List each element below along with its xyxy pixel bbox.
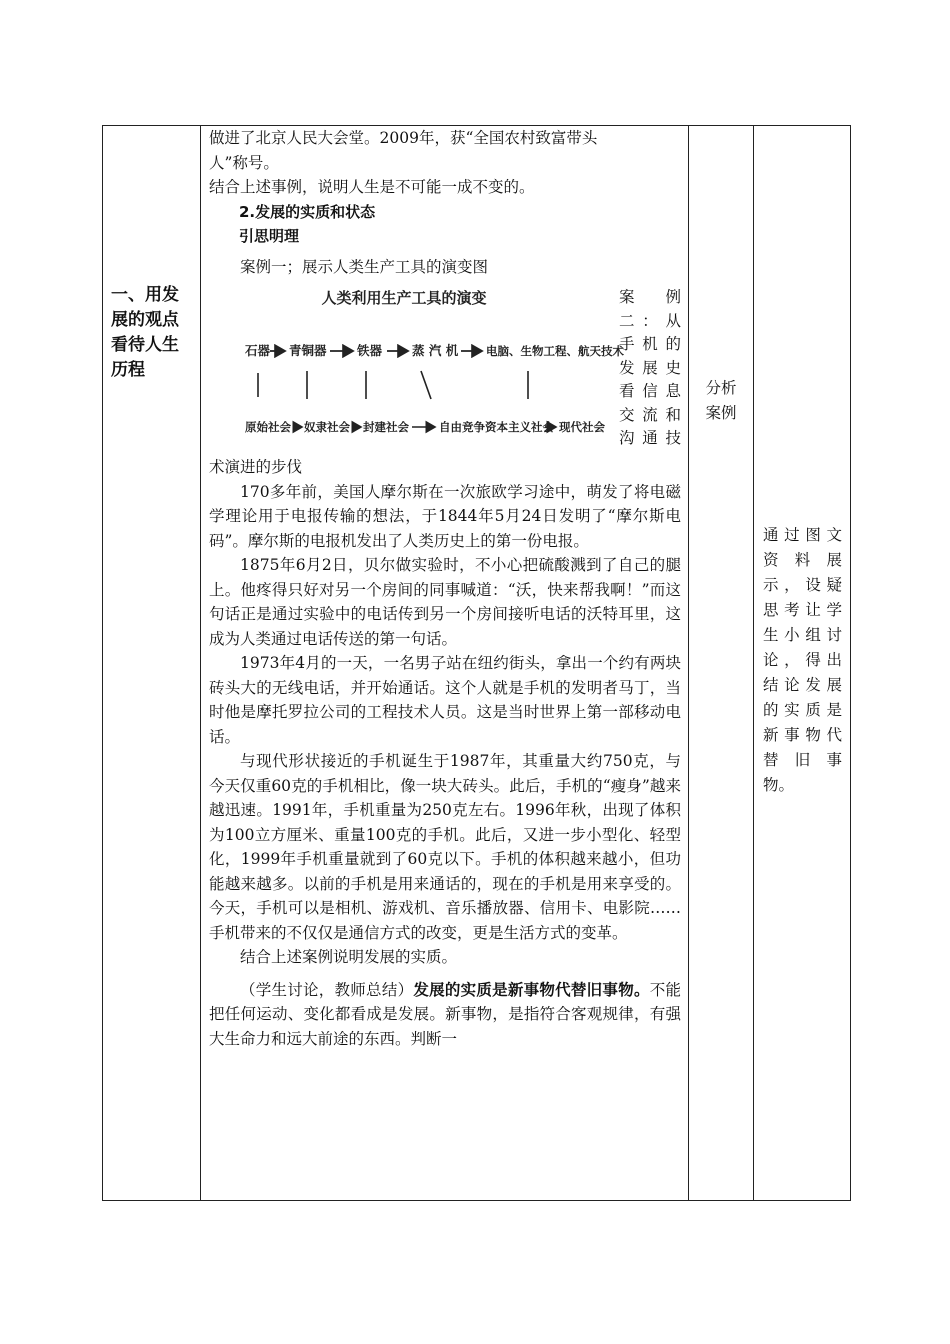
design-intent — [754, 523, 850, 798]
figure-title: 人类利用生产工具的演变 — [321, 289, 487, 307]
society-label: 封建社会 — [363, 420, 409, 434]
heading: 2.发展的实质和状态 — [239, 202, 376, 221]
figure-row — [209, 285, 681, 455]
caption-line: 案 例 — [619, 288, 682, 306]
content-cell — [201, 126, 689, 1201]
paragraph: 1973年4月的一天，一名男子站在纽约街头，拿出一个约有两块砖头大的无线电话，并开始通话。这个人就是手机的发明者马丁，当时他是摩托罗拉公司的工程技术人员。这是当时世界上第一部移动电话。 — [209, 654, 681, 746]
design-line: 示，设疑 — [763, 576, 842, 594]
tool-label: 电脑、生物工程、航天技术 — [486, 344, 624, 358]
section-title-line: 展的观点 — [111, 310, 179, 330]
tool-label: 石器 — [245, 343, 271, 358]
caption-line: 发展史 — [619, 358, 681, 377]
tool-evolution-figure — [209, 285, 624, 455]
paragraph: 170多年前，美国人摩尔斯在一次旅欧学习途中，萌发了将电磁学理论用于电报传输的想法，于1844年5月24日发明了“摩尔斯电码”。摩尔斯的电报机发出了人类历史上的第一份电报。 — [209, 482, 681, 550]
design-line: 通过图文 — [763, 526, 842, 544]
paragraph: 1875年6月2日，贝尔做实验时，不小心把硫酸溅到了自己的腿上。他疼得只好对另一个房间的同事喊道：“沃，快来帮我啊！”而这句话正是通过实验中的电话传到另一个房间接听电话的沃特耳里，这成为人类通过电话传送的第一句话。 — [209, 556, 681, 648]
design-line: 论，得出 — [763, 651, 842, 669]
society-label: 现代社会 — [559, 420, 605, 434]
final-paragraph — [209, 978, 681, 1052]
analysis-line: 分析 — [705, 379, 737, 397]
case-two-tail: 术演进的步伐 — [209, 458, 303, 476]
society-label: 奴隶社会 — [304, 420, 350, 434]
lead-line: 人”称号。 — [209, 153, 279, 172]
section-title-line: 一、用发 — [111, 285, 179, 305]
tool-label: 铁器 — [357, 343, 383, 358]
subheading: 引思明理 — [239, 227, 300, 245]
caption-line: 看信息 — [619, 382, 681, 400]
final-rest: 不能把任何运动、变化都看成是发展。新事物，是指符合客观规律，有强大生命力和远大前途的东西。判断一 — [209, 980, 681, 1048]
design-line: 的实质是 — [763, 701, 842, 719]
design-line: 替 旧 事 — [763, 751, 842, 769]
tool-evolution-diagram — [209, 285, 624, 455]
content-body — [201, 126, 688, 1051]
paragraph: 与现代形状接近的手机诞生于1987年，其重量大约750克，与今天仅重60克的手机相比，像一块大砖头。此后，手机的“瘦身”越来越迅速。1991年，手机重量为250克左右。1996年秋，出现了体积为100立方厘米、重量100克的手机。此后，又进一步小型化、轻型化，1999年手机重量就到了60克以下。手机的体积越来越小，但功能越来越多。以前的手机是用来通话的，现在的手机是用来享受的。今天，手机可以是相机、游戏机、音乐播放器、信用卡、电影院……手机带来的不仅仅是通信方式的改变，更是生活方式的变革。 — [209, 752, 681, 942]
final-prefix: （学生讨论，教师总结） — [240, 980, 414, 999]
caption-line: 交流和 — [619, 405, 681, 424]
case-two-caption — [619, 286, 681, 455]
section-title-line: 历程 — [111, 360, 145, 380]
design-line: 思考让学 — [763, 601, 842, 619]
caption-line: 二：从 — [619, 311, 681, 330]
caption-line: 沟通技 — [619, 429, 681, 447]
conclusion-text: 结合上述案例说明发展的实质。 — [240, 948, 458, 966]
design-line: 生小组讨 — [763, 626, 842, 644]
design-cell — [754, 126, 851, 1201]
case-one-label: 案例一；展示人类生产工具的演变图 — [240, 257, 489, 276]
section-title — [103, 283, 200, 383]
analysis-line: 案例 — [705, 404, 737, 422]
final-bold: 发展的实质是新事物代替旧事物。 — [413, 980, 650, 999]
table-row — [103, 126, 851, 1201]
analysis-label — [689, 376, 753, 426]
lesson-plan-table — [102, 125, 851, 1201]
society-label: 原始社会 — [245, 420, 291, 434]
section-title-line: 看待人生 — [111, 335, 179, 355]
tool-label: 青铜器 — [289, 343, 327, 358]
tool-label: 蒸 汽 机 — [412, 343, 459, 358]
conclusion-text: 结合上述事例，说明人生是不可能一成不变的。 — [209, 178, 535, 196]
caption-line: 手机的 — [619, 335, 681, 353]
design-line: 结论发展 — [763, 676, 842, 694]
design-line: 物。 — [763, 776, 795, 794]
design-line: 资 料 展 — [763, 551, 842, 569]
society-label: 自由竞争资本主义社会 — [439, 420, 554, 434]
design-line: 新事物代 — [763, 726, 842, 744]
section-cell — [103, 126, 201, 1201]
analysis-cell — [689, 126, 754, 1201]
lead-line: 做进了北京人民大会堂。2009年，获“全国农村致富带头 — [209, 129, 598, 147]
